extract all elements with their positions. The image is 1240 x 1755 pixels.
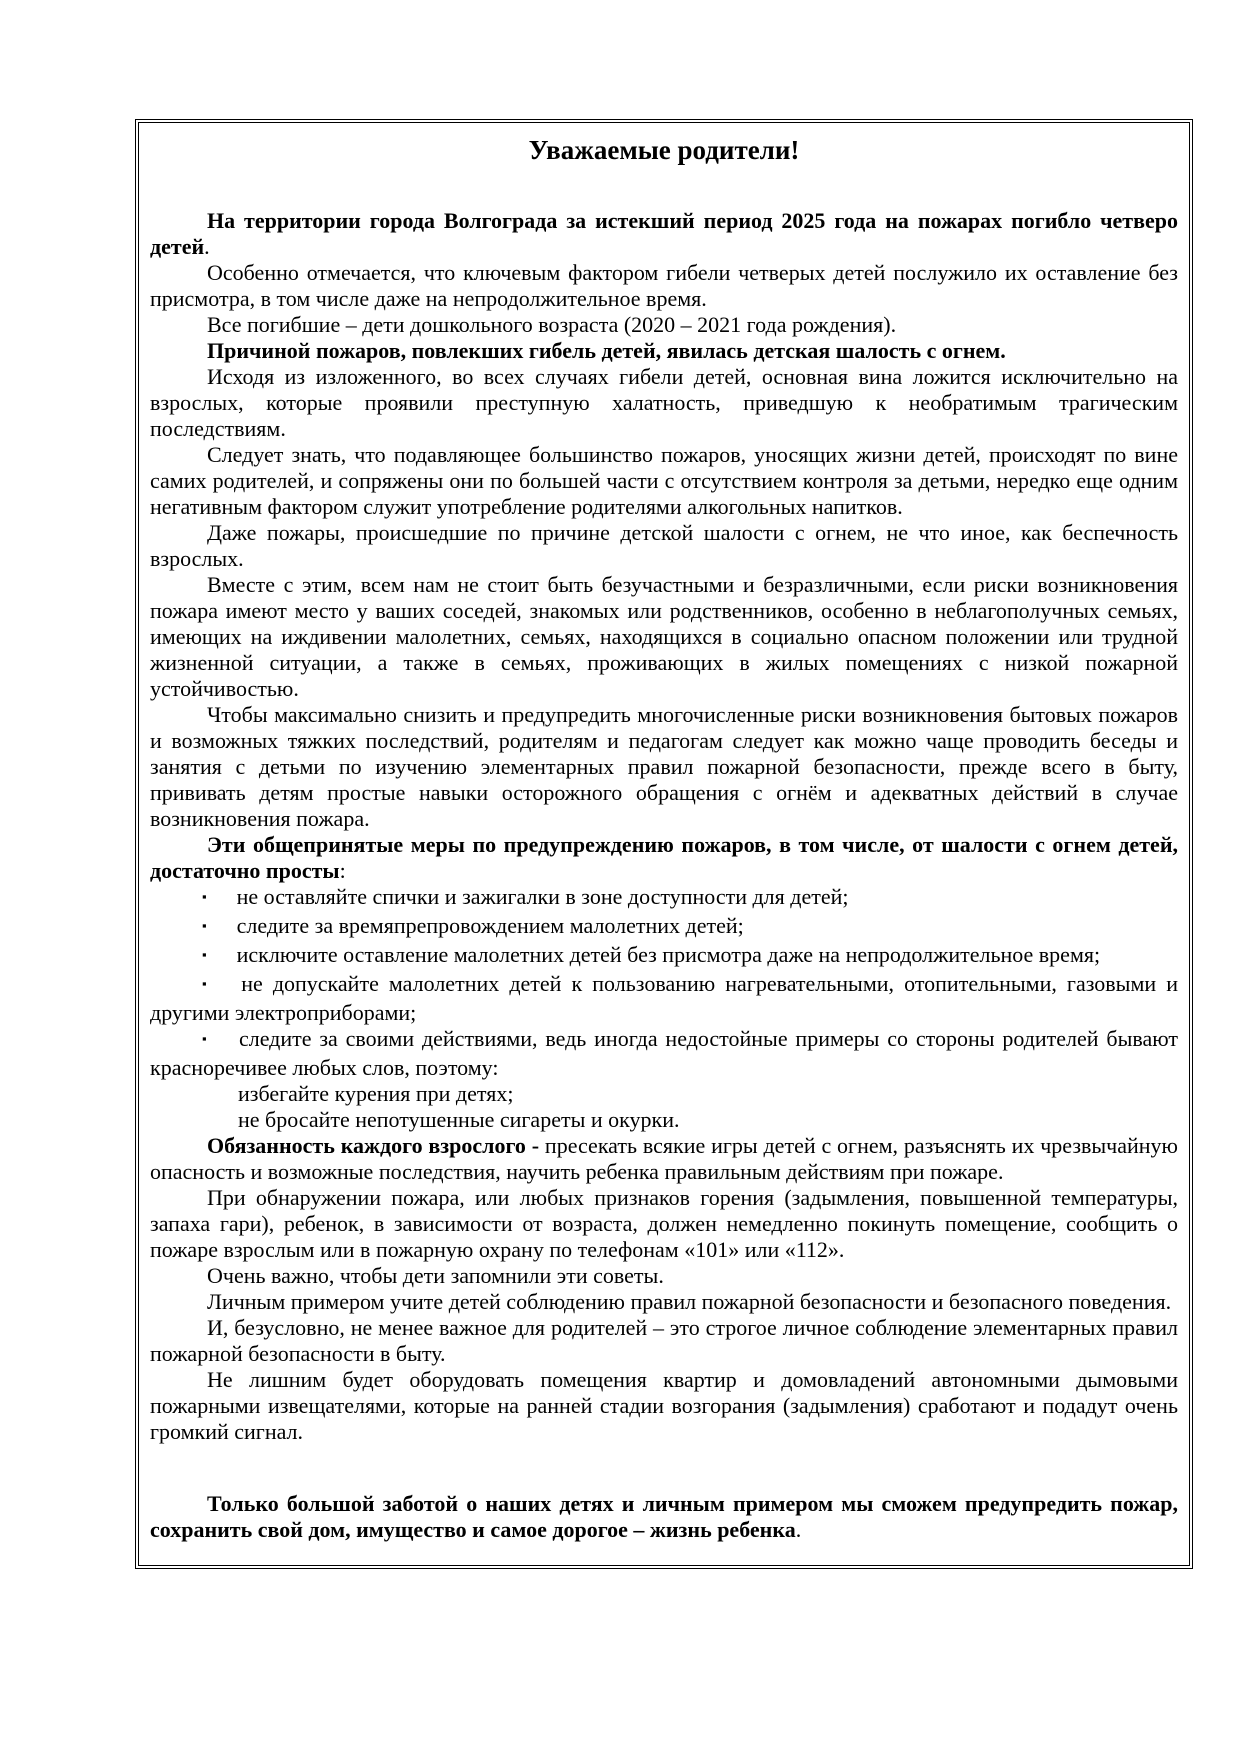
- list-item: [150, 913, 1178, 942]
- paragraph-carelessness: Даже пожары, происшедшие по причине детской шалости с огнем, не что иное, как беспечность взрослых.: [150, 520, 1178, 571]
- paragraph-remember-advice: Очень важно, чтобы дети запомнили эти советы.: [207, 1263, 664, 1288]
- paragraph-blame-adults: Исходя из изложенного, во всех случаях гибели детей, основная вина ложится исключительно на взрослых, которые проявили преступную халатность, приведшую к необратимым трагическим последствиям.: [150, 364, 1178, 441]
- paragraph-adult-duty-bold: Обязанность каждого взрослого -: [207, 1133, 540, 1158]
- paragraph-adult-duty: [150, 1133, 1178, 1185]
- notice-title: Уважаемые родители!: [528, 135, 800, 165]
- paragraph-neighbors-risk: Вместе с этим, всем нам не стоит быть безучастными и безразличными, если риски возникновения пожара имеют место у ваших соседей, знакомых или родственников, особенно в неблагополучных семьях, имеющих на иждивении малолетних, семьях, находящихся в социально опасном положении или трудной жизненной ситуации, а также в семьях, проживающих в жилых помещениях с низкой пожарной устойчивостью.: [150, 572, 1178, 701]
- paragraph-parents-fault: Следует знать, что подавляющее большинство пожаров, уносящих жизни детей, происходят по вине самих родителей, и сопряжены они по большей части с отсутствием контроля за детьми, нередко еще одним негативным фактором служит употребление родителями алкогольных напитков.: [150, 442, 1178, 519]
- paragraph-fire-detection: При обнаружении пожара, или любых признаков горения (задымления, повышенной температуры, запаха гари), ребенок, в зависимости от возраста, должен немедленно покинуть помещение, сообщить о пожаре взрослым или в пожарную охрану по телефонам «101» или «112».: [150, 1185, 1178, 1262]
- paragraph-deaths-summary-bold: На территории города Волгограда за истекший период 2025 года на пожарах погибло четверо детей: [150, 208, 1178, 259]
- bullet-list: [150, 884, 1178, 1081]
- paragraph-closing: [150, 1491, 1178, 1543]
- paragraph-cause: Причиной пожаров, повлекших гибель детей, явилась детская шалость с огнем.: [207, 338, 1006, 363]
- paragraph-personal-example: Личным примером учите детей соблюдению правил пожарной безопасности и безопасного поведения.: [207, 1289, 1172, 1314]
- sub-list-item: не бросайте непотушенные сигареты и окурки.: [238, 1107, 680, 1132]
- paragraph-measures-intro-bold: Эти общепринятые меры по предупреждению пожаров, в том числе, от шалости с огнем детей, достаточно просты: [150, 832, 1178, 883]
- notice-frame: [135, 119, 1193, 1569]
- list-item-text: исключите оставление малолетних детей без присмотра даже на непродолжительное время;: [236, 942, 1101, 967]
- vertical-spacer: [150, 1445, 1178, 1491]
- list-item-text: не допускайте малолетних детей к пользованию нагревательными, отопительными, газовыми и другими электроприборами;: [150, 971, 1178, 1025]
- list-item: [150, 942, 1178, 971]
- square-bullet-icon: ▪: [202, 918, 207, 933]
- paragraph-parents-own-rules: И, безусловно, не менее важное для родителей – это строгое личное соблюдение элементарных правил пожарной безопасности в быту.: [150, 1315, 1178, 1366]
- list-item: [150, 971, 1178, 1026]
- paragraph-prevention-talks: Чтобы максимально снизить и предупредить многочисленные риски возникновения бытовых пожаров и возможных тяжких последствий, родителям и педагогам следует как можно чаще проводить беседы и занятия с детьми по изучению элементарных правил пожарной безопасности, прежде всего в быту, прививать детям простые навыки осторожного обращения с огнём и адекватных действий в случае возникновения пожара.: [150, 702, 1178, 831]
- square-bullet-icon: ▪: [202, 889, 207, 904]
- list-item-text: следите за времяпрепровождением малолетних детей;: [236, 913, 744, 938]
- square-bullet-icon: ▪: [202, 1031, 209, 1046]
- list-item: [150, 1026, 1178, 1081]
- paragraph-smoke-detectors: Не лишним будет оборудовать помещения квартир и домовладений автономными дымовыми пожарными извещателями, которые на ранней стадии возгорания (задымления) сработают и подадут очень громкий сигнал.: [150, 1367, 1178, 1444]
- square-bullet-icon: ▪: [202, 947, 207, 962]
- paragraph-deaths-summary: [150, 208, 1178, 260]
- list-item-text: следите за своими действиями, ведь иногда недостойные примеры со стороны родителей бывают красноречивее любых слов, поэтому:: [150, 1026, 1179, 1080]
- list-item: [150, 884, 1178, 913]
- paragraph-deaths-summary-normal: .: [204, 234, 210, 259]
- sub-list-item: избегайте курения при детях;: [238, 1081, 514, 1106]
- paragraph-closing-normal: .: [795, 1517, 802, 1542]
- square-bullet-icon: ▪: [202, 976, 212, 991]
- paragraph-key-factor: Особенно отмечается, что ключевым фактором гибели четверых детей послужило их оставление без присмотра, в том числе даже на непродолжительное время.: [150, 260, 1178, 311]
- list-item-text: не оставляйте спички и зажигалки в зоне доступности для детей;: [236, 884, 849, 909]
- paragraph-ages: Все погибшие – дети дошкольного возраста (2020 – 2021 года рождения).: [207, 312, 897, 337]
- paragraph-closing-bold: Только большой заботой о наших детях и личным примером мы сможем предупредить пожар, сохранить свой дом, имущество и самое дорогое – жизнь ребенка: [150, 1491, 1178, 1542]
- paragraph-adult-duty-normal: пресекать всякие игры детей с огнем, разъяснять их чрезвычайную опасность и возможные последствия, научить ребенка правильным действиям при пожаре.: [150, 1133, 1178, 1184]
- paragraph-measures-intro-normal: :: [339, 858, 346, 883]
- paragraph-measures-intro: [150, 832, 1178, 884]
